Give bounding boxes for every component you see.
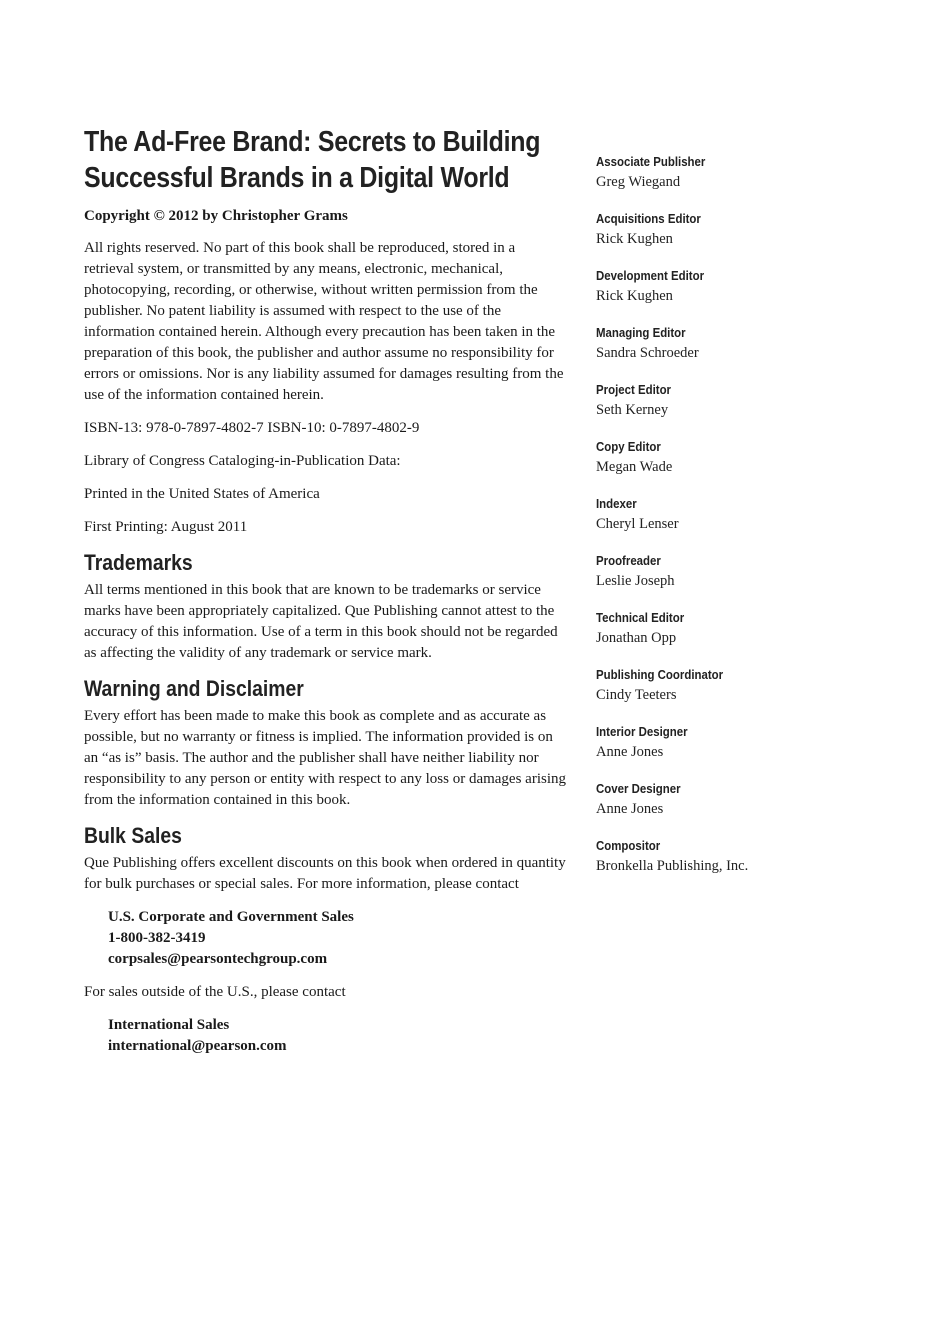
credit-name: Sandra Schroeder — [596, 345, 699, 361]
credit-role: Project Editor — [596, 382, 672, 397]
first-printing-line: First Printing: August 2011 — [84, 519, 248, 535]
credit-name: Rick Kughen — [596, 288, 673, 304]
credit-name: Megan Wade — [596, 459, 673, 475]
bulk-sales-paragraph: Que Publishing offers excellent discounts on this book when ordered in quantity for bulk purchases or special sales. For more information, please contact — [84, 855, 566, 892]
intl-sales-label: International Sales — [108, 1017, 230, 1033]
copyright-line: Copyright © 2012 by Christopher Grams — [84, 208, 348, 224]
credit-name: Leslie Joseph — [596, 573, 675, 589]
credit-role: Development Editor — [596, 268, 705, 283]
credit-entry — [596, 779, 896, 820]
credit-entry — [596, 551, 896, 592]
us-sales-label: U.S. Corporate and Government Sales — [108, 909, 354, 925]
trademarks-paragraph: All terms mentioned in this book that are known to be trademarks or service marks have been appropriately capitalized. Que Publishing cannot attest to the accuracy of this information. Use of a term in this book should not be regarded as affecting the validity of any trademark or service mark. — [84, 582, 558, 661]
credit-name: Greg Wiegand — [596, 174, 681, 190]
credit-role: Technical Editor — [596, 610, 685, 625]
rights-paragraph: All rights reserved. No part of this book shall be reproduced, stored in a retrieval system, or transmitted by any means, electronic, mechanical, photocopying, recording, or otherwise, without written permission from the publisher. No patent liability is assumed with respect to the use of the information contained herein. Although every precaution has been taken in the preparation of this book, the publisher and author assume no responsibility for errors or omissions. Nor is any liability assumed for damages resulting from the use of the information contained herein. — [84, 240, 564, 403]
credit-role: Managing Editor — [596, 325, 686, 340]
credit-entry — [596, 608, 896, 649]
credit-role: Publishing Coordinator — [596, 667, 724, 682]
us-sales-email: corpsales@pearsontechgroup.com — [108, 951, 328, 967]
credit-role: Cover Designer — [596, 781, 681, 796]
credit-role: Interior Designer — [596, 724, 688, 739]
credit-entry — [596, 836, 896, 877]
book-title: The Ad-Free Brand: Secrets to Building Successful Brands in a Digital World — [84, 126, 541, 194]
credits-column — [596, 152, 896, 893]
credit-name: Jonathan Opp — [596, 630, 677, 646]
credit-entry — [596, 722, 896, 763]
credit-entry — [596, 152, 896, 193]
international-sales-contact — [108, 1015, 568, 1057]
credit-name: Cindy Teeters — [596, 687, 677, 703]
credit-entry — [596, 266, 896, 307]
credit-role: Indexer — [596, 496, 637, 511]
bulk-sales-heading: Bulk Sales — [84, 823, 182, 848]
credit-name: Anne Jones — [596, 744, 664, 760]
credit-entry — [596, 665, 896, 706]
outside-us-paragraph: For sales outside of the U.S., please contact — [84, 984, 346, 1000]
us-sales-phone: 1-800-382-3419 — [108, 930, 206, 946]
credit-entry — [596, 323, 896, 364]
credit-name: Seth Kerney — [596, 402, 669, 418]
intl-sales-email: international@pearson.com — [108, 1038, 287, 1054]
credit-role: Associate Publisher — [596, 154, 706, 169]
loc-line: Library of Congress Cataloging-in-Publication Data: — [84, 453, 401, 469]
isbn-line: ISBN-13: 978-0-7897-4802-7 ISBN-10: 0-7897-4802-9 — [84, 420, 420, 436]
trademarks-heading: Trademarks — [84, 550, 193, 575]
main-column — [84, 124, 568, 1069]
printed-line: Printed in the United States of America — [84, 486, 320, 502]
warning-heading: Warning and Disclaimer — [84, 676, 304, 701]
credit-role: Acquisitions Editor — [596, 211, 701, 226]
credit-entry — [596, 437, 896, 478]
credit-name: Cheryl Lenser — [596, 516, 679, 532]
credit-name: Rick Kughen — [596, 231, 673, 247]
credit-entry — [596, 494, 896, 535]
credit-entry — [596, 209, 896, 250]
credit-name: Anne Jones — [596, 801, 664, 817]
us-sales-contact — [108, 907, 568, 970]
credit-role: Proofreader — [596, 553, 661, 568]
credit-role: Copy Editor — [596, 439, 661, 454]
credit-role: Compositor — [596, 838, 661, 853]
credit-name: Bronkella Publishing, Inc. — [596, 858, 749, 874]
warning-paragraph: Every effort has been made to make this book as complete and as accurate as possible, but no warranty or fitness is implied. The information provided is on an “as is” basis. The author and the publisher shall have neither liability nor responsibility to any person or entity with respect to any loss or damages arising from the information contained in this book. — [84, 708, 566, 808]
credit-entry — [596, 380, 896, 421]
